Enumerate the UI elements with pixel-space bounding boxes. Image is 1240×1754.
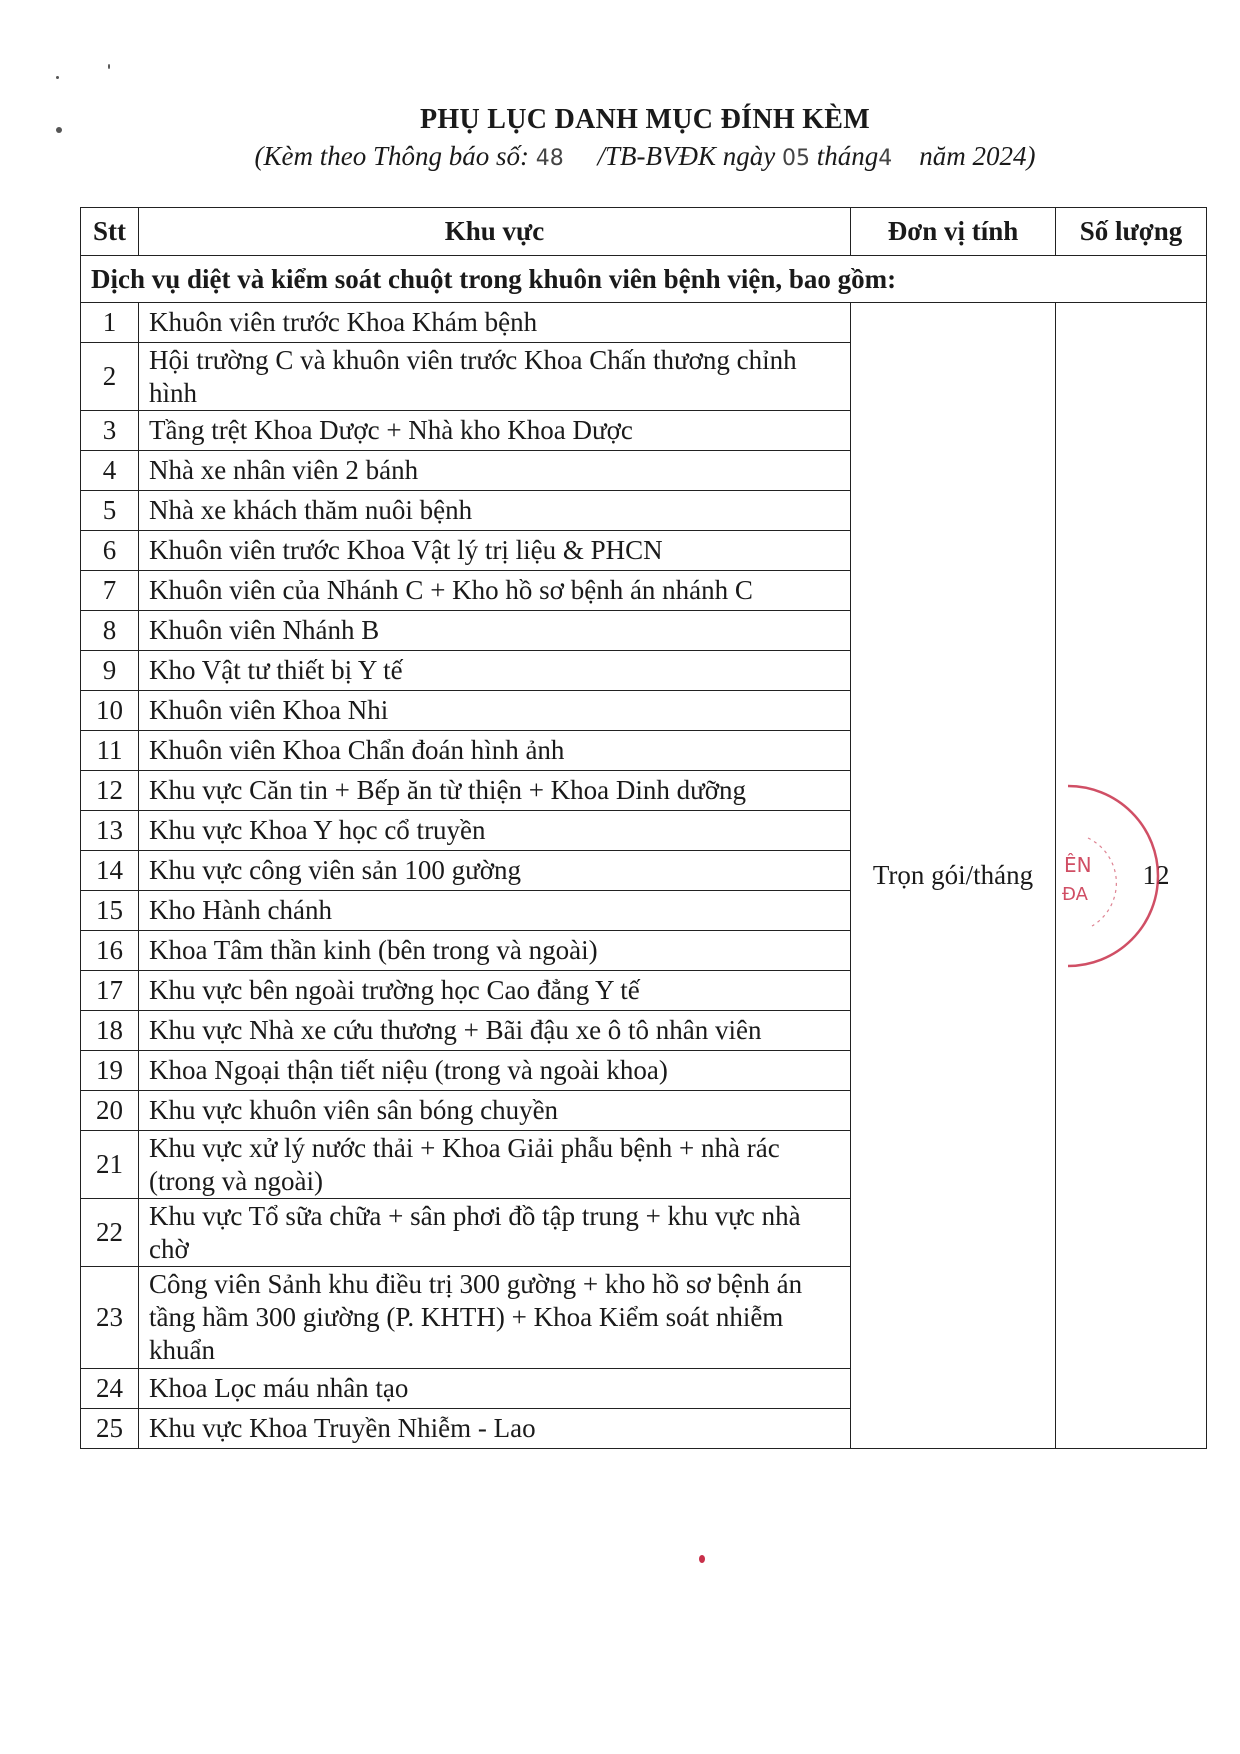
stamp-inner-arc	[1088, 838, 1116, 926]
row-stt: 16	[81, 931, 139, 971]
row-stt: 17	[81, 971, 139, 1011]
row-area: Khuôn viên trước Khoa Vật lý trị liệu & PHCN	[139, 531, 851, 571]
row-stt: 3	[81, 411, 139, 451]
row-area: Tầng trệt Khoa Dược + Nhà kho Khoa Dược	[139, 411, 851, 451]
row-area: Nhà xe nhân viên 2 bánh	[139, 451, 851, 491]
subtitle-prefix: (Kèm theo Thông báo số:	[254, 141, 536, 171]
row-area: Nhà xe khách thăm nuôi bệnh	[139, 491, 851, 531]
subtitle-month-word: tháng	[809, 141, 879, 171]
row-stt: 6	[81, 531, 139, 571]
subtitle-mid: /TB-BVĐK ngày	[597, 141, 782, 171]
stamp-text-2: ĐA	[1062, 884, 1088, 905]
row-area: Khu vực Nhà xe cứu thương + Bãi đậu xe ô tô nhân viên	[139, 1011, 851, 1051]
group-title: Dịch vụ diệt và kiểm soát chuột trong khuôn viên bệnh viện, bao gồm:	[81, 256, 1207, 303]
table-row	[81, 303, 1207, 343]
row-stt: 5	[81, 491, 139, 531]
row-stt: 21	[81, 1131, 139, 1199]
row-stt: 18	[81, 1011, 139, 1051]
row-area: Khuôn viên Nhánh B	[139, 611, 851, 651]
handwritten-month: 4	[878, 146, 893, 171]
row-stt: 14	[81, 851, 139, 891]
row-area: Khu vực Tổ sữa chữa + sân phơi đồ tập trung + khu vực nhà chờ	[139, 1199, 851, 1267]
row-area: Khu vực công viên sản 100 gường	[139, 851, 851, 891]
quantity-cell: 12	[1056, 303, 1207, 1449]
header-unit: Đơn vị tính	[851, 208, 1056, 256]
scan-speck	[699, 1555, 705, 1563]
handwritten-day: 05	[781, 146, 810, 171]
row-stt: 15	[81, 891, 139, 931]
row-area: Công viên Sảnh khu điều trị 300 gường + kho hồ sơ bệnh án tầng hầm 300 giường (P. KHTH) + Khoa Kiểm soát nhiễm khuẩn	[139, 1267, 851, 1369]
row-stt: 7	[81, 571, 139, 611]
handwritten-number: 48	[535, 146, 564, 171]
document-title: PHỤ LỤC DANH MỤC ĐÍNH KÈM	[419, 104, 871, 135]
scan-speck	[56, 76, 59, 79]
row-stt: 20	[81, 1091, 139, 1131]
row-stt: 13	[81, 811, 139, 851]
row-area: Khuôn viên Khoa Nhi	[139, 691, 851, 731]
row-area: Hội trường C và khuôn viên trước Khoa Chấn thương chỉnh hình	[139, 343, 851, 411]
row-area: Khu vực khuôn viên sân bóng chuyền	[139, 1091, 851, 1131]
row-stt: 12	[81, 771, 139, 811]
row-area: Khoa Lọc máu nhân tạo	[139, 1369, 851, 1409]
row-stt: 23	[81, 1267, 139, 1369]
row-stt: 1	[81, 303, 139, 343]
row-stt: 4	[81, 451, 139, 491]
group-row	[81, 256, 1207, 303]
row-area: Khoa Tâm thần kinh (bên trong và ngoài)	[139, 931, 851, 971]
row-area: Kho Vật tư thiết bị Y tế	[139, 651, 851, 691]
row-stt: 11	[81, 731, 139, 771]
row-area: Khu vực xử lý nước thải + Khoa Giải phẫu bệnh + nhà rác (trong và ngoài)	[139, 1131, 851, 1199]
header-area: Khu vực	[139, 208, 851, 256]
row-area: Khoa Ngoại thận tiết niệu (trong và ngoài khoa)	[139, 1051, 851, 1091]
row-area: Khu vực bên ngoài trường học Cao đẳng Y tế	[139, 971, 851, 1011]
row-stt: 19	[81, 1051, 139, 1091]
row-stt: 9	[81, 651, 139, 691]
document-subtitle	[0, 141, 1240, 172]
items-table	[80, 207, 1207, 1449]
red-stamp	[1058, 786, 1170, 972]
row-area: Kho Hành chánh	[139, 891, 851, 931]
row-area: Khu vực Căn tin + Bếp ăn từ thiện + Khoa Dinh dưỡng	[139, 771, 851, 811]
row-area: Khuôn viên của Nhánh C + Kho hồ sơ bệnh án nhánh C	[139, 571, 851, 611]
header-stt: Stt	[81, 208, 139, 256]
row-area: Khuôn viên trước Khoa Khám bệnh	[139, 303, 851, 343]
row-stt: 8	[81, 611, 139, 651]
row-stt: 2	[81, 343, 139, 411]
row-area: Khu vực Khoa Y học cổ truyền	[139, 811, 851, 851]
stamp-text-1: ÊN	[1064, 853, 1092, 877]
row-stt: 24	[81, 1369, 139, 1409]
header-quantity: Số lượng	[1056, 208, 1207, 256]
row-stt: 25	[81, 1409, 139, 1449]
row-area: Khuôn viên Khoa Chẩn đoán hình ảnh	[139, 731, 851, 771]
table-header-row	[81, 208, 1207, 256]
subtitle-year: năm 2024)	[919, 141, 1036, 171]
row-area: Khu vực Khoa Truyền Nhiễm - Lao	[139, 1409, 851, 1449]
row-stt: 22	[81, 1199, 139, 1267]
scan-speck	[108, 64, 110, 69]
row-stt: 10	[81, 691, 139, 731]
unit-cell: Trọn gói/tháng	[851, 303, 1056, 1449]
